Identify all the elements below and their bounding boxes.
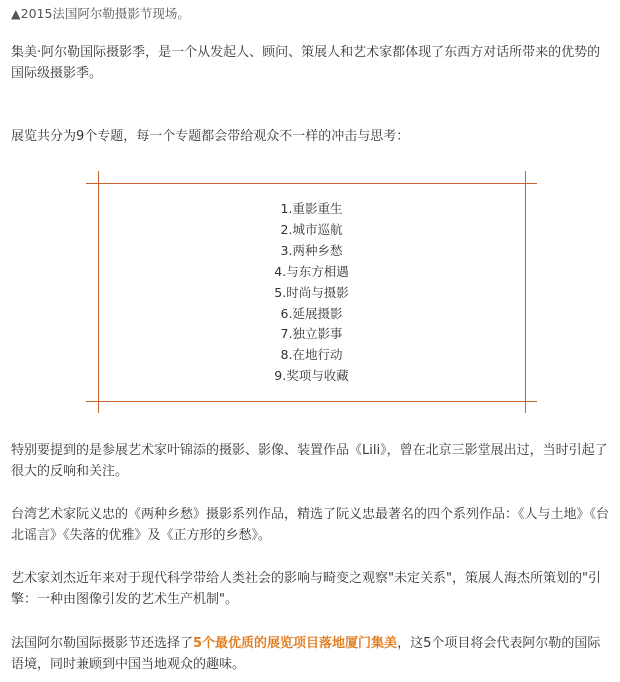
topic-item: 2.城市巡航 [280, 221, 343, 237]
ruan-paragraph: 台湾艺术家阮义忠的《两种乡愁》摄影系列作品，精选了阮义忠最著名的四个系列作品：《人与土地》《台北谣言》《失落的优雅》及《正方形的乡愁》。 [11, 507, 610, 543]
topic-item: 9.奖项与收藏 [274, 368, 349, 384]
lili-paragraph: 特别要提到的是参展艺术家叶锦添的摄影、影像、装置作品《Lili》，曾在北京三影堂展出过，当时引起了很大的反响和关注。 [11, 443, 608, 479]
topic-item: 8.在地行动 [280, 347, 343, 363]
topics-list [98, 199, 525, 387]
final-text-before: 法国阿尔勒国际摄影节还选择了 [11, 636, 194, 651]
final-text-after: ，这5个项目将会代表阿尔勒的国际语境，同时兼顾到中国当地观众的趣味。 [11, 636, 601, 672]
topic-item: 3.两种乡愁 [280, 242, 343, 258]
topic-item: 7.独立影事 [280, 326, 343, 342]
liu-paragraph: 艺术家刘杰近年来对于现代科学带给人类社会的影响与畸变之观察"未定关系"，策展人海杰所策划的"引擎：一种由图像引发的艺术生产机制"。 [11, 571, 601, 607]
topic-item: 4.与东方相遇 [274, 263, 349, 279]
frame-top-line [86, 183, 537, 184]
frame-right-line [525, 171, 526, 413]
topic-item: 5.时尚与摄影 [274, 284, 349, 300]
image-caption: ▲2015法国阿尔勒摄影节现场。 [11, 6, 190, 21]
topics-intro-paragraph: 展览共分为9个专题，每一个专题都会带给观众不一样的冲击与思考： [11, 129, 410, 144]
final-paragraph [11, 633, 611, 675]
highlight-text: 5个最优质的展览项目落地厦门集美 [193, 636, 398, 651]
intro-paragraph: 集美·阿尔勒国际摄影季，是一个从发起人、顾问、策展人和艺术家都体现了东西方对话所带来的优势的国际级摄影季。 [11, 45, 601, 81]
frame-bottom-line [86, 401, 537, 402]
topic-item: 6.延展摄影 [280, 305, 343, 321]
topic-item: 1.重影重生 [280, 201, 343, 216]
